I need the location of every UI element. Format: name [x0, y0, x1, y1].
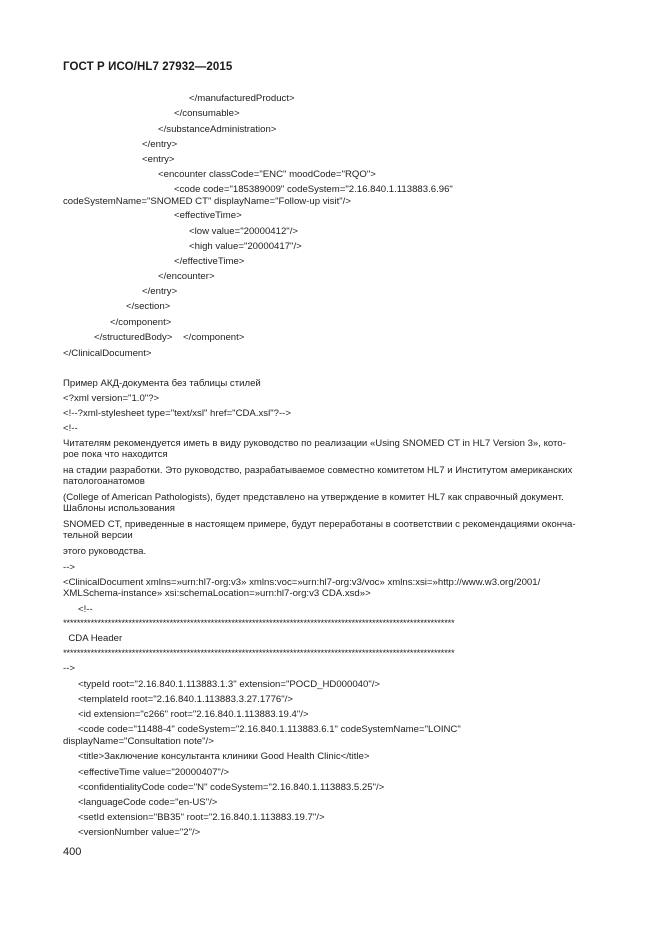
code-line: </component> [110, 317, 172, 328]
code-line: <!-- [78, 604, 93, 615]
code-line: <code code="11488-4" codeSystem="2.16.840.1.113883.6.1" codeSystemName="LOINC" [78, 724, 461, 735]
code-line: <encounter classCode="ENC" moodCode="RQO"> [158, 169, 376, 180]
code-line: <id extension="c266" root="2.16.840.1.113883.19.4"/> [78, 709, 309, 720]
code-line: </entry> [142, 286, 178, 297]
code-line: <languageCode code="en-US"/> [78, 797, 218, 808]
code-line: <code code="185389009" codeSystem="2.16.840.1.113883.6.96" [174, 184, 453, 195]
code-line: <typeId root="2.16.840.1.113883.1.3" extension="POCD_HD000040"/> [78, 679, 381, 690]
code-line: </ClinicalDocument> [63, 348, 152, 359]
code-line: XMLSchema-instance» xsi:schemaLocation=»urn:hl7-org:v3 CDA.xsd»> [63, 588, 371, 599]
comment-line: SNOMED CT, приведенные в настоящем примере, будут переработаны в соответствии с рекомендациями оконча- [63, 519, 576, 530]
section-label: CDA Header [63, 633, 123, 644]
comment-line: на стадии разработки. Это руководство, разрабатываемое совместно комитетом HL7 и Институтом американских [63, 465, 573, 476]
comment-line: (College of American Pathologists), будет представлено на утверждение в комитет HL7 как справочный документ. [63, 492, 564, 503]
code-line: <!-- [63, 423, 78, 434]
comment-line: Шаблоны использования [63, 503, 175, 514]
code-line: </effectiveTime> [174, 256, 245, 267]
code-line: displayName="Consultation note"/> [63, 736, 214, 747]
code-line: <effectiveTime> [174, 210, 242, 221]
code-line: </manufacturedProduct> [189, 93, 295, 104]
standard-header: ГОСТ Р ИСО/HL7 27932—2015 [63, 61, 233, 73]
code-line: </section> [126, 301, 171, 312]
code-line: <?xml version="1.0"?> [63, 393, 160, 404]
code-line: </consumable> [174, 108, 240, 119]
code-line: codeSystemName="SNOMED CT" displayName="Follow-up visit"/> [63, 196, 351, 207]
code-line: <entry> [142, 154, 175, 165]
code-line: <low value="20000412"/> [189, 226, 298, 237]
code-line: <ClinicalDocument xmlns=»urn:hl7-org:v3» xmlns:voc=»urn:hl7-org:v3/voc» xmlns:xsi=»http://www.w3.org/2001/ [63, 577, 541, 588]
example-caption: Пример АКД-документа без таблицы стилей [63, 378, 261, 389]
code-line: <templateId root="2.16.840.1.113883.3.27.1776"/> [78, 694, 293, 705]
comment-line: патологоанатомов [63, 476, 145, 487]
code-line: </substanceAdministration> [158, 124, 277, 135]
code-line: <!--?xml-stylesheet type="text/xsl" href="CDA.xsl"?--> [63, 408, 291, 419]
asterisk-separator: ****************************************************************************************************************** [63, 618, 455, 629]
code-line: <effectiveTime value="20000407"/> [78, 767, 230, 778]
comment-line: Читателям рекомендуется иметь в виду руководство по реализации «Using SNOMED CT in HL7 Version 3», кото- [63, 438, 566, 449]
code-line: <setId extension="BB35" root="2.16.840.1.113883.19.7"/> [78, 812, 325, 823]
code-line: --> [63, 663, 75, 674]
comment-line: этого руководства. [63, 546, 147, 557]
comment-line: тельной версии [63, 530, 133, 541]
asterisk-separator: ****************************************************************************************************************** [63, 648, 455, 659]
code-line: <title>Заключение консультанта клиники Good Health Clinic</title> [78, 751, 370, 762]
code-line: </encounter> [158, 271, 215, 282]
code-line: </entry> [142, 139, 178, 150]
code-line: <versionNumber value="2"/> [78, 827, 201, 838]
code-line: <high value="20000417"/> [189, 241, 302, 252]
comment-line: рое пока что находится [63, 449, 168, 460]
page-number: 400 [63, 846, 82, 858]
code-line: </structuredBody> </component> [94, 332, 245, 343]
code-line: <confidentialityCode code="N" codeSystem="2.16.840.1.113883.5.25"/> [78, 782, 385, 793]
code-line: --> [63, 562, 75, 573]
